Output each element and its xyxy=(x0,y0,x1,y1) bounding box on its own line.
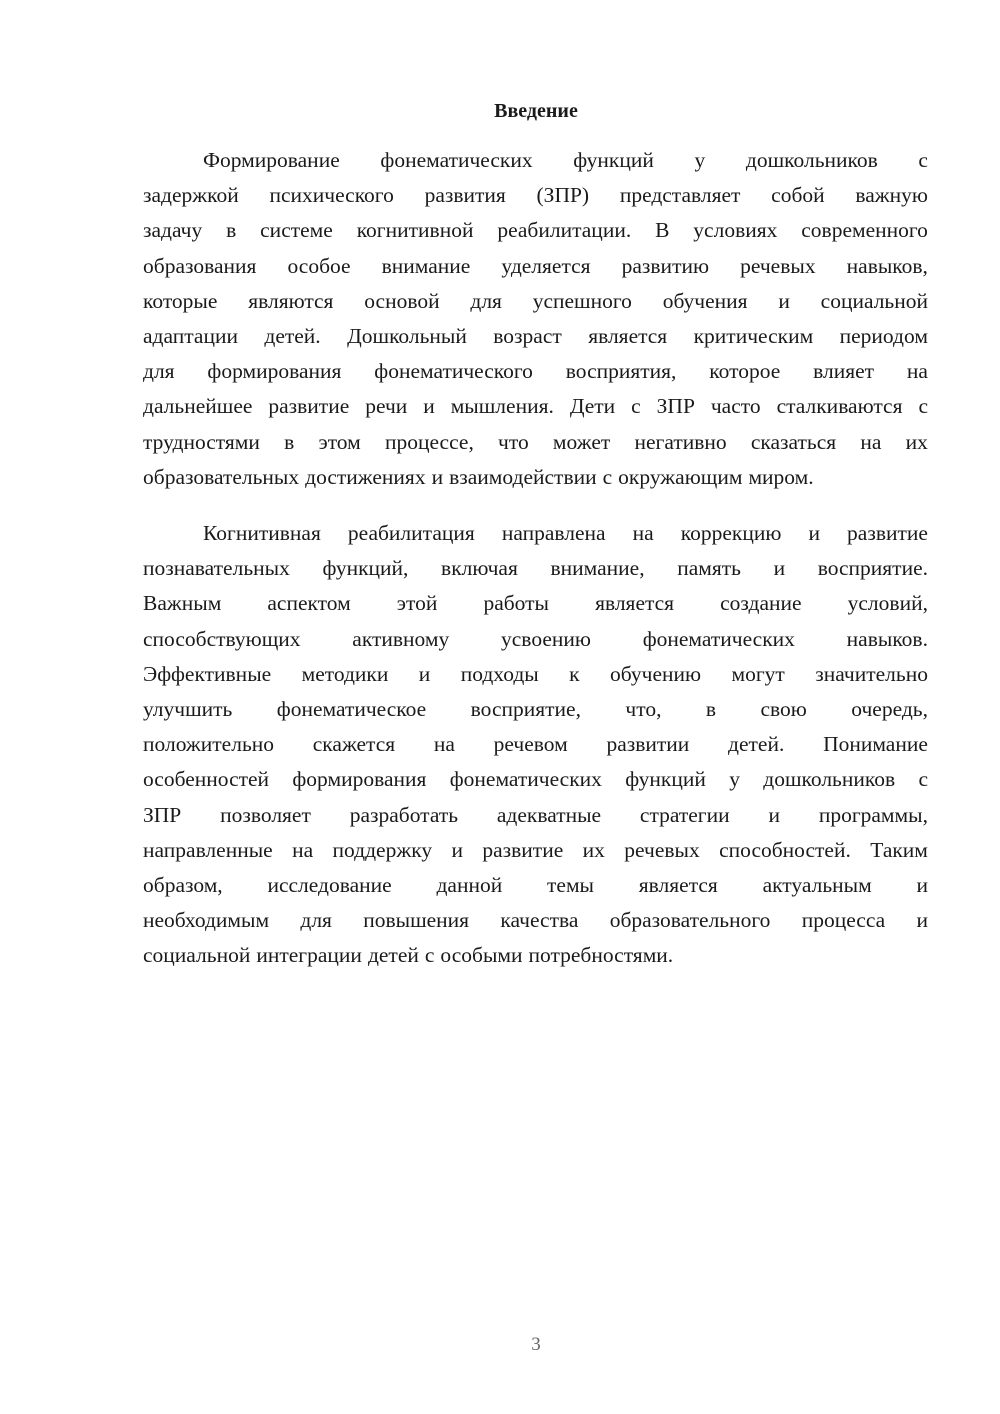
text-line: социальной интеграции детей с особыми потребностями. xyxy=(143,943,674,968)
text-line: адаптации детей. Дошкольный возраст является критическим периодом xyxy=(143,323,928,348)
text-line: улучшить фонематическое восприятие, что, в свою очередь, xyxy=(143,696,928,721)
text-line: для формирования фонематического восприятия, которое влияет на xyxy=(143,359,928,384)
text-line: задержкой психического развития (ЗПР) представляет собой важную xyxy=(143,183,928,208)
text-line: образовательных достижениях и взаимодействии с окружающим миром. xyxy=(143,464,814,489)
text-line: образом, исследование данной темы является актуальным и xyxy=(143,872,928,897)
paragraph-1 xyxy=(143,143,928,495)
paragraph-2 xyxy=(143,516,928,973)
text-line: Когнитивная реабилитация направлена на коррекцию и развитие xyxy=(203,521,928,545)
text-line: направленные на поддержку и развитие их речевых способностей. Таким xyxy=(143,837,928,862)
text-line: особенностей формирования фонематических функций у дошкольников с xyxy=(143,767,928,792)
text-line: способствующих активному усвоению фонематических навыков. xyxy=(143,626,928,651)
text-line: ЗПР позволяет разработать адекватные стратегии и программы, xyxy=(143,802,928,827)
page-number: 3 xyxy=(531,1334,541,1355)
text-line: Важным аспектом этой работы является создание условий, xyxy=(143,591,928,616)
text-line: задачу в системе когнитивной реабилитации. В условиях современного xyxy=(143,218,928,243)
text-line: которые являются основой для успешного обучения и социальной xyxy=(143,288,928,313)
text-line: положительно скажется на речевом развитии детей. Понимание xyxy=(143,732,928,757)
text-line: образования особое внимание уделяется развитию речевых навыков, xyxy=(143,253,928,278)
section-title: Введение xyxy=(494,100,578,122)
text-line: дальнейшее развитие речи и мышления. Дети с ЗПР часто сталкиваются с xyxy=(143,394,928,419)
text-line: Эффективные методики и подходы к обучению могут значительно xyxy=(143,661,928,686)
text-line: необходимым для повышения качества образовательного процесса и xyxy=(143,908,928,933)
text-line: познавательных функций, включая внимание, память и восприятие. xyxy=(143,556,928,581)
text-line: Формирование фонематических функций у дошкольников с xyxy=(203,148,928,172)
text-line: трудностями в этом процессе, что может негативно сказаться на их xyxy=(143,429,928,454)
